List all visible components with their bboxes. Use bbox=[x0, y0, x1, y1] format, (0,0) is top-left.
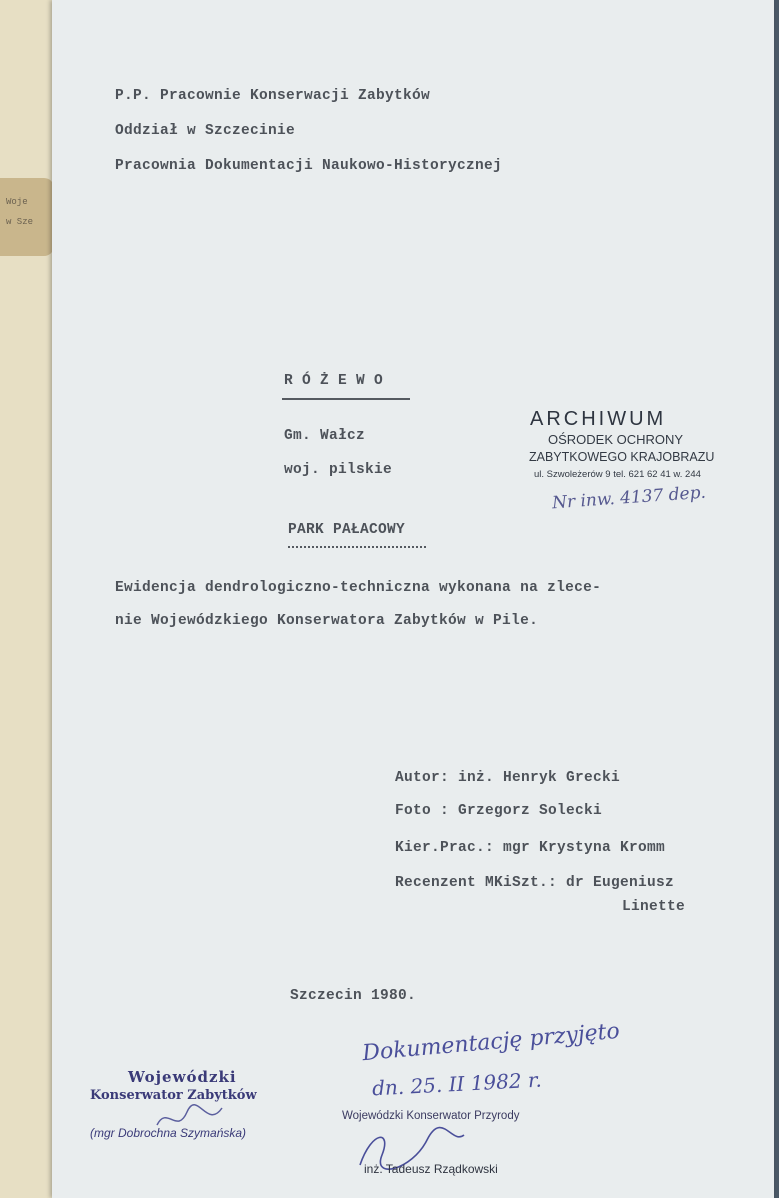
credit-author: Autor: inż. Henryk Grecki bbox=[395, 770, 621, 786]
tab-text-line1: Woje bbox=[6, 197, 28, 207]
archive-stamp-line1: OŚRODEK OCHRONY bbox=[548, 432, 684, 447]
binder-tab bbox=[0, 178, 54, 256]
stamp-left-line1: Wojewódzki bbox=[128, 1068, 237, 1086]
handwritten-note-line2: dn. 25. II 1982 r. bbox=[371, 1067, 543, 1101]
place-date: Szczecin 1980. bbox=[290, 988, 417, 1004]
credit-reviewer: Recenzent MKiSzt.: dr Eugeniusz bbox=[395, 875, 675, 891]
description-line1: Ewidencja dendrologiczno-techniczna wykonana na zlece- bbox=[115, 580, 602, 596]
archive-stamp-line2: ZABYTKOWEGO KRAJOBRAZU bbox=[529, 450, 715, 464]
header-line1: P.P. Pracownie Konserwacji Zabytków bbox=[115, 88, 431, 104]
credit-photo: Foto : Grzegorz Solecki bbox=[395, 803, 603, 819]
handwritten-note-line1: Dokumentację przyjęto bbox=[361, 1018, 621, 1067]
description-line2: nie Wojewódzkiego Konserwatora Zabytków w Pile. bbox=[115, 613, 539, 629]
subject-underline bbox=[288, 546, 426, 548]
place-title: R Ó Ż E W O bbox=[284, 373, 384, 389]
voivodeship-label: woj. pilskie bbox=[284, 462, 393, 478]
subject-title: PARK PAŁACOWY bbox=[288, 522, 406, 538]
stamp-right-line2: inż. Tadeusz Rządkowski bbox=[364, 1162, 498, 1176]
header-line3: Pracownia Dokumentacji Naukowo-Historycznej bbox=[115, 158, 503, 174]
archive-stamp-title: ARCHIWUM bbox=[530, 408, 667, 430]
document-sheet bbox=[52, 0, 774, 1198]
credit-manager: Kier.Prac.: mgr Krystyna Kromm bbox=[395, 840, 666, 856]
stamp-left-line2: Konserwator Zabytków bbox=[90, 1088, 257, 1103]
gmina-label: Gm. Wałcz bbox=[284, 428, 366, 444]
place-title-underline bbox=[282, 398, 410, 400]
credit-reviewer-cont: Linette bbox=[622, 899, 686, 915]
stamp-left-line3: (mgr Dobrochna Szymańska) bbox=[90, 1126, 247, 1140]
stamp-right-line1: Wojewódzki Konserwator Przyrody bbox=[342, 1110, 520, 1122]
archive-stamp-line3: ul. Szwoleżerów 9 tel. 621 62 41 w. 244 bbox=[534, 469, 701, 480]
archive-inventory-number: Nr inw. 4137 dep. bbox=[551, 482, 707, 514]
header-line2: Oddział w Szczecinie bbox=[115, 123, 296, 139]
tab-text-line2: w Sze bbox=[6, 217, 34, 227]
